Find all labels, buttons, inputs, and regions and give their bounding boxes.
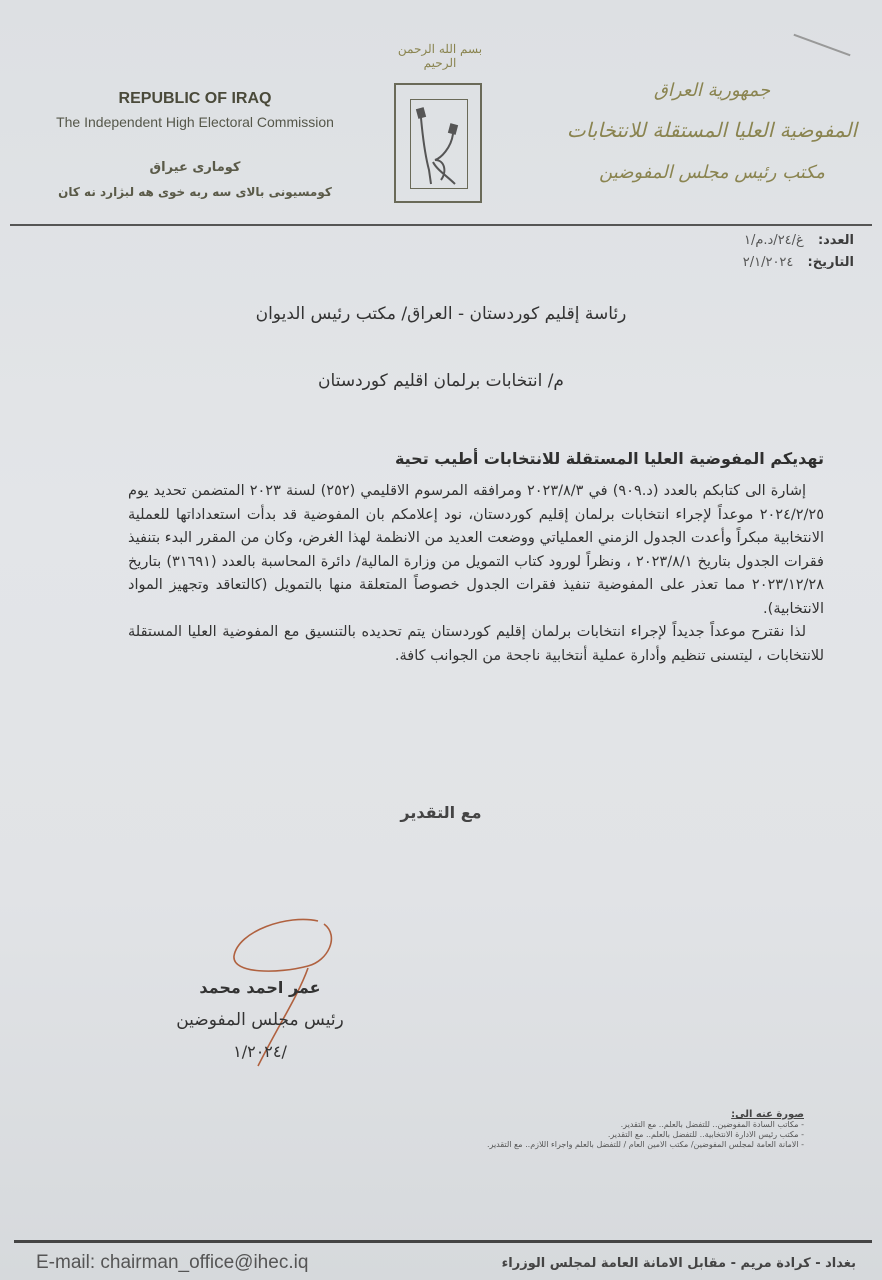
reference-number xyxy=(744,233,854,248)
signatory-name: عمر احمد محمد xyxy=(199,978,321,997)
reference-number-label: العدد: xyxy=(817,233,854,248)
paper-crease xyxy=(793,34,850,56)
body-paragraph-2: لذا نقترح موعداً جديداً لإجراء انتخابات برلمان إقليم كوردستان يتم تحديده بالتنسيق مع المفوضية العليا المستقلة للانتخابات ، ليتسنى تنظيم وأدارة عملية أنتخابية ناجحة من الجوانب كافة. xyxy=(128,624,824,664)
footer-address: بغداد - كرادة مريم - مقابل الامانة العامة لمجلس الوزراء xyxy=(501,1256,856,1271)
logo-inner-frame xyxy=(410,99,468,189)
ihec-logo-icon xyxy=(394,83,482,203)
arabic-office: مكتب رئيس مجلس المفوضين xyxy=(599,162,825,183)
copies-list xyxy=(487,1110,804,1150)
arabic-subtitle: المفوضية العليا المستقلة للانتخابات xyxy=(566,118,858,142)
reference-date-value: ٢/١/٢٠٢٤ xyxy=(742,255,794,270)
basmala: بسم الله الرحمن الرحيم xyxy=(397,42,483,70)
signature-date: /١/٢٠٢٤ xyxy=(233,1042,287,1061)
english-title: REPUBLIC OF IRAQ xyxy=(118,90,272,107)
footer-divider xyxy=(14,1240,872,1243)
recipient: رئاسة إقليم كوردستان - العراق/ مكتب رئيس الديوان xyxy=(255,304,627,324)
copies-item: - مكاتب السادة المفوضين.. للتفضل بالعلم.. مع التقدير. xyxy=(620,1120,804,1129)
header-divider xyxy=(10,224,872,226)
handwritten-signature-icon xyxy=(228,916,348,1096)
arabic-title: جمهورية العراق xyxy=(653,80,771,101)
subject: م/ انتخابات برلمان اقليم كوردستان xyxy=(318,371,564,391)
kurdish-subtitle: كومسیونی بالای سه ربه خوی هه لبژارد نه كان xyxy=(58,185,332,199)
closing: مع التقدير xyxy=(400,803,482,822)
letter-body xyxy=(128,480,824,668)
reference-date xyxy=(743,255,854,270)
english-subtitle: The Independent High Electoral Commission xyxy=(56,114,334,130)
ballot-hand-icon xyxy=(411,100,467,188)
copies-heading: صورة عنه الى: xyxy=(731,1109,804,1120)
signatory-title: رئيس مجلس المفوضين xyxy=(176,1010,344,1030)
body-paragraph-1: إشارة الى كتابكم بالعدد (د.٩٠٩) في ٢٠٢٣/٨/٣ ومرافقه المرسوم الاقليمي (٢٥٢) لسنة ٢٠٢٣ المتضمن تحديد يوم ٢٠٢٤/٢/٢٥ موعداً لإجراء انتخابات برلمان إقليم كوردستان، نود إعلامكم بان المفوضية قد بدأت استعداداتها للعملية الانتخابية مبكراً وأعدت الجدول الزمني العملياتي ووضعت العديد من الانظمة لهذا الغرض، وكان من المقرر البدء بتنفيذ فقرات الجدول بتاريخ ٢٠٢٣/٨/١ ، ونظراً لورود كتاب التمويل من وزارة المالية/ دائرة المحاسبة بالعدد (٣١٦٩١) بتاريخ ٢٠٢٣/١٢/٢٨ مما تعذر على المفوضية تنفيذ فقرات الجدول خصوصاً المتعلقة منها بالتمويل (كالتعاقد وتجهيز المواد الانتخابية). xyxy=(128,483,824,617)
greeting: تهديكم المفوضية العليا المستقلة للانتخابات أطيب تحية xyxy=(394,449,824,468)
footer-email: E-mail: chairman_office@ihec.iq xyxy=(36,1252,309,1273)
reference-number-value: غ/٢٤/د.م/١ xyxy=(743,233,804,248)
reference-date-label: التاريخ: xyxy=(807,255,854,270)
copies-item: - الامانة العامة لمجلس المفوضين/ مكتب الامين العام / للتفضل بالعلم واجراء اللازم.. مع التقدير. xyxy=(486,1140,804,1149)
kurdish-title: كوماری عیراق xyxy=(149,160,241,175)
copies-item: - مكتب رئيس الادارة الانتخابية.. للتفضل بالعلم.. مع التقدير. xyxy=(607,1130,804,1139)
